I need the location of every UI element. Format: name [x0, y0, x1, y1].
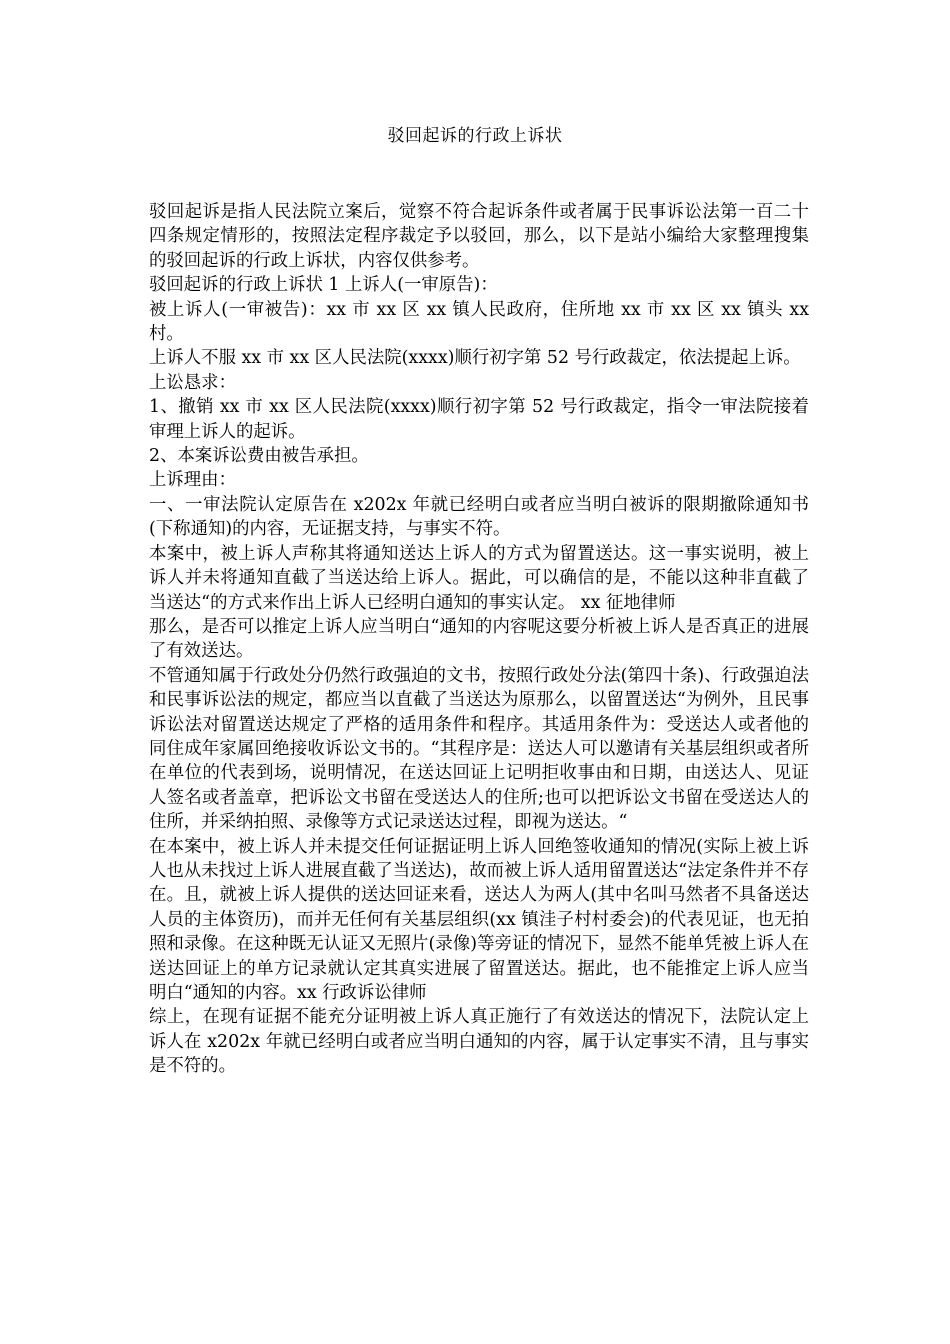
- paragraph: 那么，是否可以推定上诉人应当明白“通知的内容呢这要分析被上诉人是否真正的进展了有效送达。: [149, 616, 809, 662]
- paragraph: 上讼恳求：: [149, 372, 236, 393]
- paragraph: 不管通知属于行政处分仍然行政强迫的文书，按照行政处分法(第四十条)、行政强迫法和民事诉讼法的规定，都应当以直截了当送达为原那么，以留置送达“为例外，且民事诉讼法对留置送达规定了严格的适用条件和程序。其适用条件为：受送达人或者他的同住成年家属回绝接收诉讼文书的。“其程序是：送达人可以邀请有关基层组织或者所在单位的代表到场，说明情况，在送达回证上记明拒收事由和日期，由送达人、见证人签名或者盖章，把诉讼文书留在受送达人的住所;也可以把诉讼文书留在受送达人的住所，并采纳拍照、录像等方式记录送达过程，即视为送达。“: [149, 665, 809, 833]
- document-title: 驳回起诉的行政上诉状: [387, 126, 563, 146]
- paragraph: 1、撤销 xx 市 xx 区人民法院(xxxx)顺行初字第 52 号行政裁定，指令一审法院接着审理上诉人的起诉。: [149, 397, 809, 442]
- paragraph: 综上，在现有证据不能充分证明被上诉人真正施行了有效送达的情况下，法院认定上诉人在 x202x 年就已经明白或者应当明白通知的内容，属于认定事实不清，且与事实是不符的。: [149, 1007, 809, 1077]
- paragraph: 2、本案诉讼费由被告承担。: [149, 446, 369, 467]
- paragraph: 驳回起诉是指人民法院立案后，觉察不符合起诉条件或者属于民事诉讼法第一百二十四条规定情形的，按照法定程序裁定予以驳回，那么，以下是站小编给大家整理搜集的驳回起诉的行政上诉状，内容仅供参考。: [149, 202, 809, 271]
- paragraph: 在本案中，被上诉人并未提交任何证据证明上诉人回绝签收通知的情况(实际上被上诉人也从未找过上诉人进展直截了当送达)，故而被上诉人适用留置送达“法定条件并不存在。且，就被上诉人提供的送达回证来看，送达人为两人(其中名叫马然者不具备送达人员的主体资历)，而并无任何有关基层组织(xx 镇洼子村村委会)的代表见证，也无拍照和录像。在这种既无认证又无照片(录像)等旁证的情况下，显然不能单凭被上诉人在送达回证上的单方记录就认定其真实进展了留置送达。据此，也不能推定上诉人应当明白“通知的内容。xx 行政诉讼律师: [149, 836, 809, 1003]
- paragraph: 上诉人不服 xx 市 xx 区人民法院(xxxx)顺行初字第 52 号行政裁定，依法提起上诉。: [149, 348, 801, 369]
- paragraph: 被上诉人(一审被告)：xx 市 xx 区 xx 镇人民政府，住所地 xx 市 xx 区 xx 镇头 xx 村。: [149, 299, 809, 345]
- paragraph: 一、一审法院认定原告在 x202x 年就已经明白或者应当明白被诉的限期撤除通知书(下称通知)的内容，无证据支持，与事实不符。: [149, 494, 809, 540]
- document-body: [149, 200, 809, 1079]
- paragraph: 本案中，被上诉人声称其将通知送达上诉人的方式为留置送达。这一事实说明，被上诉人并未将通知直截了当送达给上诉人。据此，可以确信的是，不能以这种非直截了当送达“的方式来作出上诉人已经明白通知的事实认定。 xx 征地律师: [149, 543, 809, 613]
- paragraph: 上诉理由：: [149, 470, 236, 491]
- paragraph: 驳回起诉的行政上诉状 1 上诉人(一审原告)：: [149, 275, 498, 296]
